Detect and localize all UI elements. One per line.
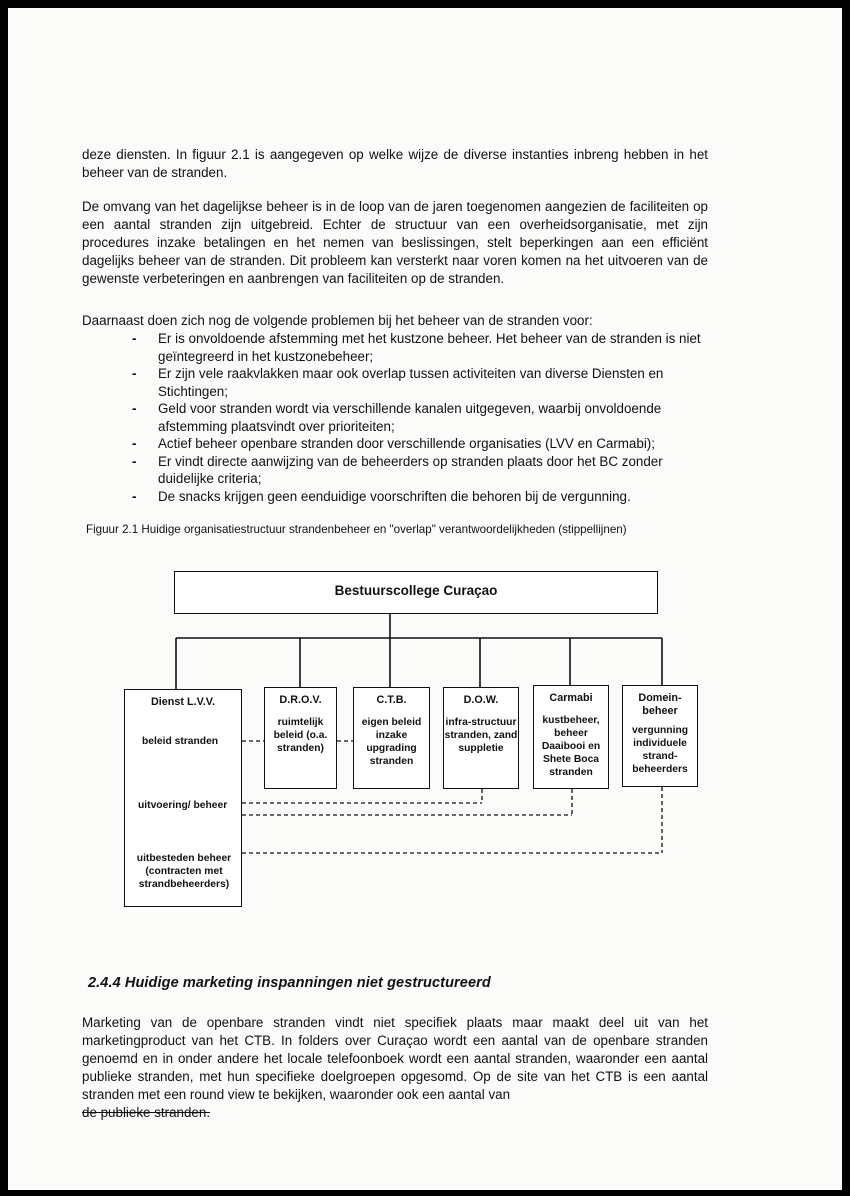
drov-box (264, 687, 337, 789)
list-item: - Actief beheer openbare stranden door verschillende organisaties (LVV en Carmabi); (82, 435, 708, 453)
dow-text: infra-structuur stranden, zand suppletie (444, 717, 518, 754)
dow-title: D.O.W. (463, 694, 499, 706)
lvv-beleid: beleid stranden (142, 736, 219, 747)
list-item: - Geld voor stranden wordt via verschillende kanalen uitgegeven, waarbij onvoldoende afstemming plaatsvindt over prioriteiten; (82, 400, 708, 435)
ctb-text: eigen beleid inzake upgrading stranden (361, 717, 422, 767)
drov-title: D.R.O.V. (279, 694, 322, 706)
bestuurscollege-box: Bestuurscollege Curaçao (174, 571, 658, 614)
figure-caption: Figuur 2.1 Huidige organisatiestructuur strandenbeheer en "overlap" verantwoordelijkheden (stippellijnen) (86, 523, 627, 536)
list-item: - Er is onvoldoende afstemming met het kustzone beheer. Het beheer van de stranden is niet geïntegreerd in het kustzonebeheer; (82, 330, 708, 365)
list-item: - De snacks krijgen geen eenduidige voorschriften die behoren bij de vergunning. (82, 488, 708, 506)
domeinbeheer-text: vergunning individuele strand-beheerders (631, 725, 689, 775)
lvv-uitvoering: uitvoering/ beheer (138, 800, 228, 811)
ctb-title: C.T.B. (376, 694, 407, 706)
dow-box (443, 687, 519, 789)
carmabi-box (533, 685, 609, 789)
paragraph-omvang: De omvang van het dagelijkse beheer is in de loop van de jaren toegenomen aangezien de faciliteiten op een aantal stranden zijn uitgebreid. Echter de structuur van een overheidsorganisatie, met zijn procedures inzake betalingen en het nemen van beslissingen, stelt beperkingen aan een efficiënt dagelijks beheer van de stranden. Dit probleem kan versterkt naar voren komen na het uitvoeren van de gewenste verbeteringen en aanbrengen van faciliteiten op de stranden. (82, 199, 708, 286)
ctb-box (353, 687, 430, 789)
paragraph-marketing (82, 1014, 708, 1122)
lvv-uitbesteden: uitbesteden beheer (contracten met strandbeheerders) (136, 853, 232, 890)
lvv-title: Dienst L.V.V. (150, 696, 215, 708)
list-item: - Er vindt directe aanwijzing van de beheerders op stranden plaats door het BC zonder duidelijke criteria; (82, 453, 708, 488)
carmabi-title: Carmabi (549, 692, 593, 704)
marketing-text: Marketing van de openbare stranden vindt niet specifiek plaats maar maakt deel uit van het marketingproduct van het CTB. In folders over Curaçao wordt een aantal van de openbare stranden genoemd en in onder andere het locale telefoonboek wordt een aantal stranden, waaronder een aantal publieke stranden, met hun specifieke doelgroepen opgesomd. Op de site van het CTB is een aantal stranden met een round view te bekijken, waaronder ook een aantal van (82, 1015, 708, 1102)
carmabi-text: kustbeheer, beheer Daaibooi en Shete Boca stranden (541, 715, 601, 778)
section-heading: 2.4.4 Huidige marketing inspanningen niet gestructureerd (88, 975, 491, 991)
paragraph-daarnaast: Daarnaast doen zich nog de volgende problemen bij het beheer van de stranden voor: (82, 313, 593, 328)
domeinbeheer-title: Domein-beheer (638, 692, 682, 717)
drov-text: ruimtelijk beleid (o.a. stranden) (273, 717, 328, 754)
struck-text: de publieke stranden. (82, 1105, 211, 1120)
paragraph-intro: deze diensten. In figuur 2.1 is aangegeven op welke wijze de diverse instanties inbreng hebben in het beheer van de stranden. (82, 147, 708, 180)
list-item: - Er zijn vele raakvlakken maar ook overlap tussen activiteiten van diverse Diensten en Stichtingen; (82, 365, 708, 400)
domeinbeheer-box (622, 685, 698, 787)
